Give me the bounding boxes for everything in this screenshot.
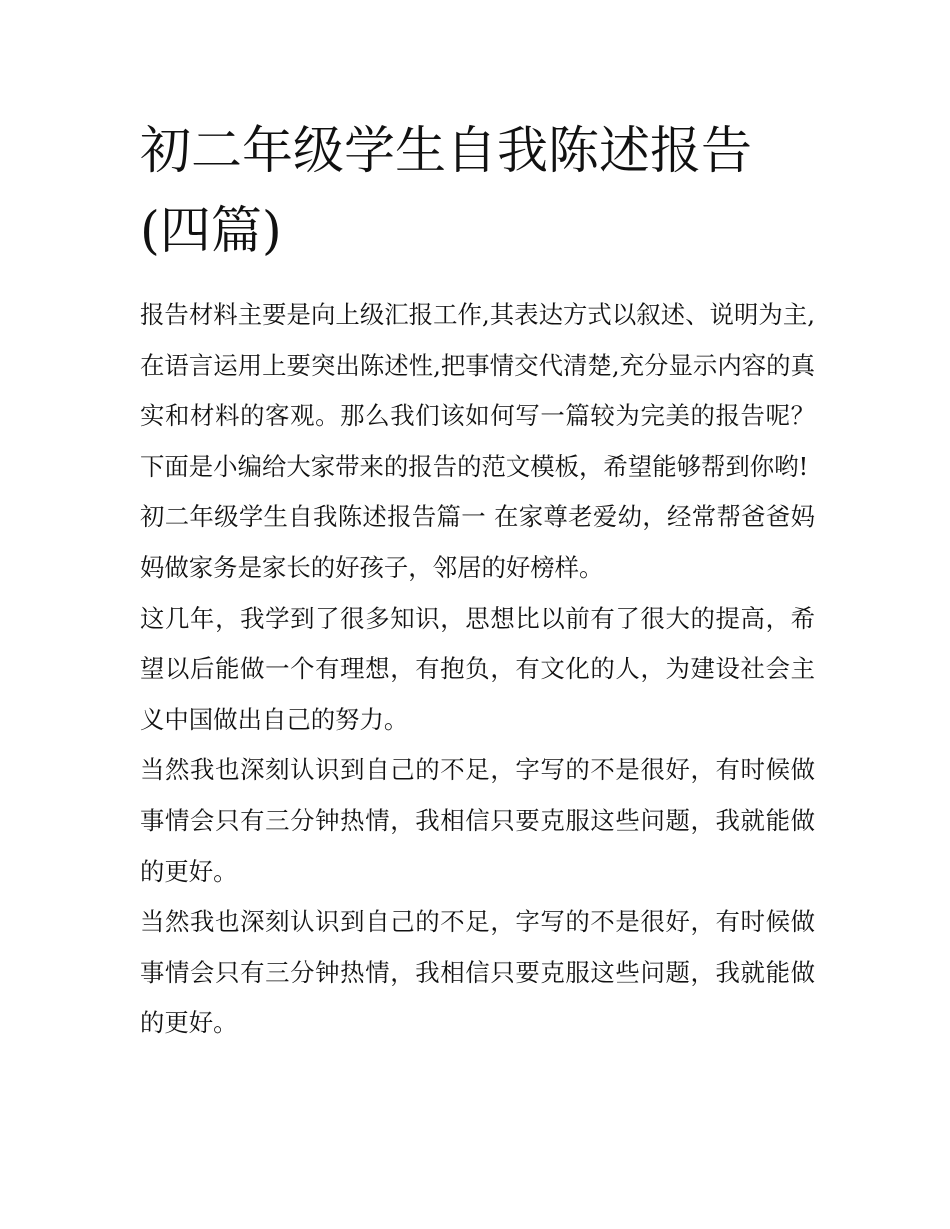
document-page <box>140 112 815 1049</box>
paragraph-section-one: 初二年级学生自我陈述报告篇一 在家尊老爱幼，经常帮爸爸妈妈做家务是家长的好孩子，邻居的好榜样。 <box>140 502 815 582</box>
document-title: 初二年级学生自我陈述报告(四篇) <box>140 122 753 261</box>
paragraph-shortcomings: 当然我也深刻认识到自己的不足，字写的不是很好，有时候做事情会只有三分钟热情，我相信只要克服这些问题，我就能做的更好。 <box>140 755 815 886</box>
paragraph-shortcomings-repeat: 当然我也深刻认识到自己的不足，字写的不是很好，有时候做事情会只有三分钟热情，我相信只要克服这些问题，我就能做的更好。 <box>140 907 815 1038</box>
paragraph-intro: 报告材料主要是向上级汇报工作,其表达方式以叙述、说明为主,在语言运用上要突出陈述性,把事情交代清楚,充分显示内容的真实和材料的客观。那么我们该如何写一篇较为完美的报告呢？下面是小编给大家带来的报告的范文模板，希望能够帮到你哟! <box>140 300 815 481</box>
paragraph-progress: 这几年，我学到了很多知识，思想比以前有了很大的提高，希望以后能做一个有理想，有抱负，有文化的人，为建设社会主义中国做出自己的努力。 <box>140 603 815 734</box>
document-body <box>140 290 815 1049</box>
